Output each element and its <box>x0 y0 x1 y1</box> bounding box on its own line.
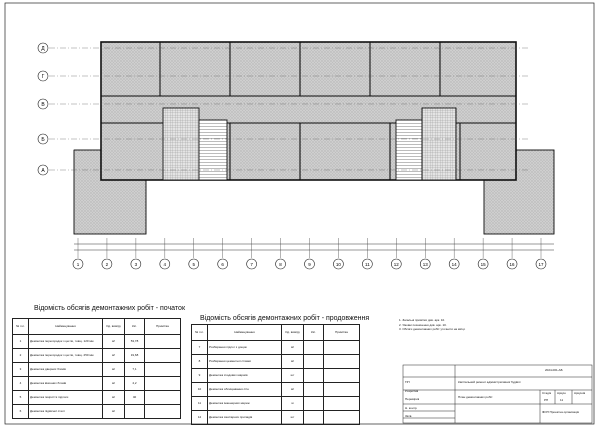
table-row <box>192 411 360 425</box>
row-axis-label: В <box>41 102 45 108</box>
table-header-cell: Од. виміру <box>282 325 304 341</box>
table-cell-name: Демонтаж підвісної стелі <box>29 405 103 419</box>
table-row <box>13 349 181 363</box>
table-cell-unit: м² <box>103 377 125 391</box>
table-cell-n: 9 <box>192 369 208 383</box>
table-row <box>13 405 181 419</box>
stamp-stage: РП <box>544 398 549 402</box>
table-cell-n: 5 <box>13 391 29 405</box>
stamp-project: Капітальний ремонт адміністративної будівлі <box>458 380 521 384</box>
table-cell-note <box>324 369 360 383</box>
table-cell-qty: 4,2 <box>125 377 145 391</box>
table-cell-qty <box>304 369 324 383</box>
table-row <box>13 363 181 377</box>
staircase-right-flight <box>396 120 422 180</box>
stamp-code: 2024-001-АБ <box>545 368 563 372</box>
table-cell-qty <box>304 341 324 355</box>
table-cell-note <box>145 363 181 377</box>
dimension-chain <box>74 244 554 250</box>
table-cell-qty <box>304 383 324 397</box>
column-axis-label: 4 <box>163 262 167 267</box>
table-cell-name: Демонтаж покриття підлоги <box>29 391 103 405</box>
table-cont <box>191 324 360 425</box>
table-cell-qty <box>304 355 324 369</box>
table-cell-unit: шт <box>282 369 304 383</box>
stamp-role: Перевірив <box>405 397 420 401</box>
column-axis-label: 14 <box>451 262 457 267</box>
staircase-right <box>422 108 456 180</box>
table-header-cell: Найменування <box>29 319 103 335</box>
table-cell-qty: 40 <box>125 391 145 405</box>
stamp-sheet-title: План демонтажних робіт <box>458 395 493 399</box>
table-cell-name: Демонтаж санітарних приладів <box>208 411 282 425</box>
table-row <box>192 383 360 397</box>
column-axis-label: 10 <box>335 262 341 267</box>
table-cell-unit: м <box>282 397 304 411</box>
table-cell-unit: м² <box>103 363 125 377</box>
table-row <box>192 341 360 355</box>
table-cell-unit: м² <box>282 355 304 369</box>
table-cell-qty <box>125 405 145 419</box>
table-header-cell: Найменування <box>208 325 282 341</box>
column-axis-label: 17 <box>538 262 544 267</box>
row-axis-label: Б <box>41 137 45 143</box>
column-axis-label: 9 <box>308 262 311 267</box>
column-axis-label: 16 <box>509 262 515 267</box>
table-cell-n: 1 <box>13 335 29 349</box>
column-axis-label: 12 <box>393 262 399 267</box>
note-2: 2. Умовні позначення див. арк. 10. <box>399 322 447 327</box>
stamp-sheet-label: Аркуш <box>557 391 566 395</box>
table-cell-unit: м² <box>282 383 304 397</box>
row-axis-label: А <box>41 168 45 174</box>
stamp-sheets-label: Аркушів <box>574 391 586 395</box>
table-cell-note <box>324 341 360 355</box>
table-cell-unit: м³ <box>103 349 125 363</box>
row-axis-label: Д <box>41 46 45 52</box>
table-cell-note <box>145 335 181 349</box>
table-header-cell: Примітка <box>145 319 181 335</box>
row-axis-label: Г <box>41 74 45 80</box>
table-cell-note <box>145 405 181 419</box>
table-cell-note <box>324 383 360 397</box>
table-header-cell: № п.п. <box>192 325 208 341</box>
table-cont-title: Відомість обсягів демонтажних робіт - продовження <box>200 315 370 322</box>
table-cell-name: Розбирання підлог з дощок <box>208 341 282 355</box>
table-cell-n: 7 <box>192 341 208 355</box>
column-axis-label: 6 <box>221 262 224 267</box>
table-cell-n: 2 <box>13 349 29 363</box>
table-cell-n: 3 <box>13 363 29 377</box>
column-axis-label: 13 <box>422 262 428 267</box>
note-1: 1. Загальні примітки див. арк. 10. <box>399 318 446 322</box>
stamp-sheet: 11 <box>560 398 564 402</box>
table-cell-name: Демонтаж перегородок з цегли, товщ. 120 мм <box>29 335 103 349</box>
column-axis-label: 1 <box>76 262 80 267</box>
column-axis-label: 7 <box>250 262 253 267</box>
column-axis-label: 11 <box>365 262 370 267</box>
table-header-cell: № п.п. <box>13 319 29 335</box>
table-cell-n: 11 <box>192 397 208 411</box>
table-cell-note <box>324 397 360 411</box>
table-cell-name: Демонтаж перегородок з цегли, товщ. 250 мм <box>29 349 103 363</box>
stamp-org: ФОП Проектна організація <box>542 410 580 414</box>
column-axis-label: 8 <box>279 262 282 267</box>
table-cell-qty <box>304 411 324 425</box>
table-cell-n: 4 <box>13 377 29 391</box>
stamp-role: Затв. <box>405 414 413 418</box>
table-cell-unit: м² <box>103 391 125 405</box>
table-cell-note <box>145 391 181 405</box>
table-cell-name: Демонтаж дверних блоків <box>29 363 103 377</box>
table-cell-n: 8 <box>192 355 208 369</box>
column-axis-label: 3 <box>134 262 138 267</box>
general-notes <box>399 318 589 332</box>
table-cell-qty <box>304 397 324 411</box>
table-row <box>192 369 360 383</box>
table-row <box>13 377 181 391</box>
table-cell-name: Демонтаж сходових маршів <box>208 369 282 383</box>
stamp-stage-label: Стадія <box>542 391 552 395</box>
staircase-left-flight <box>199 120 227 180</box>
table-cell-unit: м² <box>282 341 304 355</box>
table-header-cell: Од. виміру <box>103 319 125 335</box>
table-row <box>13 391 181 405</box>
table-cell-unit: шт <box>282 411 304 425</box>
table-cell-qty: 53,78 <box>125 335 145 349</box>
table-cell-unit: м³ <box>103 335 125 349</box>
table-cell-name: Демонтаж інженерних мереж <box>208 397 282 411</box>
table-start <box>12 318 181 419</box>
stamp-role: Н. контр. <box>405 405 418 410</box>
staircase-left <box>163 108 199 180</box>
table-start-title: Відомість обсягів демонтажних робіт - початок <box>34 305 186 312</box>
column-axis-label: 15 <box>480 262 486 267</box>
table-cell-qty: 7,1 <box>125 363 145 377</box>
table-cell-name: Демонтаж облицювання стін <box>208 383 282 397</box>
column-axis-label: 5 <box>192 262 196 267</box>
table-cell-name: Розбирання цементної стяжки <box>208 355 282 369</box>
table-header-cell: Кіл. <box>125 319 145 335</box>
table-cell-n: 6 <box>13 405 29 419</box>
table-row <box>13 335 181 349</box>
table-cell-note <box>324 355 360 369</box>
table-cell-qty: 19,68 <box>125 349 145 363</box>
table-cell-n: 10 <box>192 383 208 397</box>
stamp-role: ГІП <box>405 380 410 384</box>
table-cell-note <box>324 411 360 425</box>
table-cell-unit: м² <box>103 405 125 419</box>
table-header-cell: Кіл. <box>304 325 324 341</box>
table-cell-n: 12 <box>192 411 208 425</box>
table-row <box>192 397 360 411</box>
table-cell-name: Демонтаж віконних блоків <box>29 377 103 391</box>
table-row <box>192 355 360 369</box>
column-axis-label: 2 <box>105 262 109 267</box>
table-cell-note <box>145 377 181 391</box>
table-header-cell: Примітка <box>324 325 360 341</box>
stamp-role: Розробив <box>405 388 419 393</box>
note-3: 3. Обсяги демонтажних робіт уточнити на місці. <box>399 327 466 331</box>
table-cell-note <box>145 349 181 363</box>
